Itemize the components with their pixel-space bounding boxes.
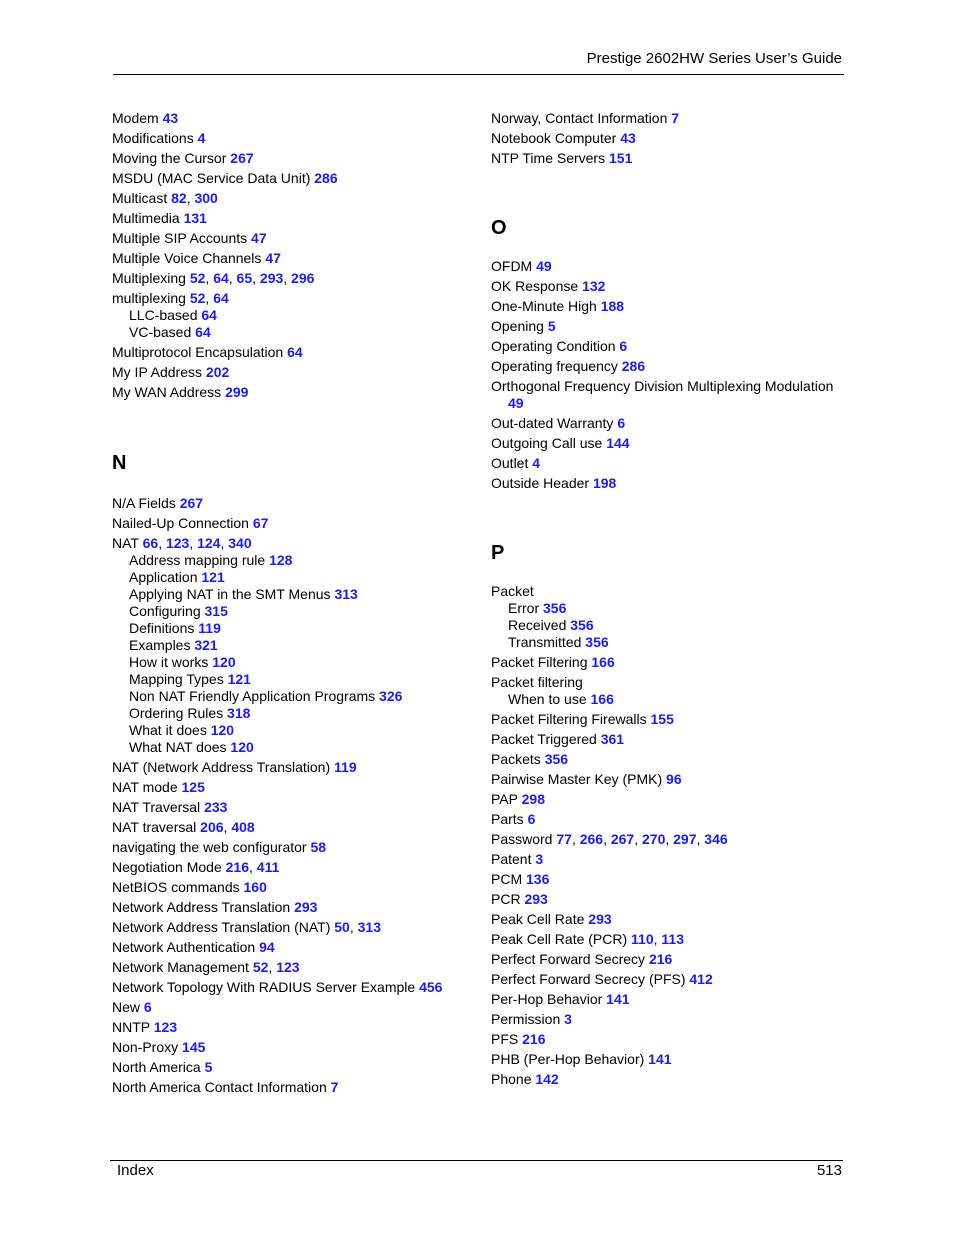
page-ref-link[interactable]: 216 [648,951,673,967]
index-term: Peak Cell Rate [491,911,585,927]
index-entry [491,127,841,147]
index-subterm: Mapping Types [129,671,224,687]
index-entry [491,275,841,295]
page-ref-link[interactable]: 77 [556,831,572,847]
index-entry [112,1056,462,1076]
page-ref-link[interactable]: 300 [194,190,218,206]
page-ref-link[interactable]: 119 [198,620,221,636]
index-entry: NAT traversal 206, 408 [112,819,255,835]
index-entry [491,651,841,671]
index-term: NTP Time Servers [491,150,606,166]
index-term: Operating Condition [491,338,616,354]
section-letter-o: O [491,217,507,239]
page-ref-link[interactable]: 6 [143,999,152,1015]
index-entry [491,412,841,432]
footer-page-number: 513 [816,1162,842,1179]
index-term: Notebook Computer [491,130,617,146]
page-ref-link[interactable]: 7 [671,110,680,126]
page-header-title: Prestige 2602HW Series User’s Guide [586,50,842,67]
index-subterm: How it works [129,654,209,670]
index-term: Non-Proxy [112,1039,179,1055]
page-ref-link[interactable]: 293 [588,911,612,927]
index-term: PCR [491,891,521,907]
index-term: Outgoing Call use [491,435,603,451]
index-term: PFS [491,1031,519,1047]
index-term: MSDU (MAC Service Data Unit) [112,170,311,186]
index-subentry [491,617,841,634]
index-group-o [491,255,841,492]
index-entry [491,452,841,472]
index-entry [112,361,462,381]
index-subentry [491,600,841,617]
page-ref-link[interactable]: 151 [609,150,633,166]
index-subentry [112,552,462,569]
index-term: Modifications [112,130,194,146]
index-term: OFDM [491,258,533,274]
index-term: Packets [491,751,541,767]
index-subentry [112,671,462,688]
index-entry: Network Address Translation (NAT) 50, 313 [112,919,381,935]
page-ref-link[interactable]: 94 [259,939,275,955]
index-term: Peak Cell Rate (PCR) [491,931,628,947]
page-ref-link[interactable]: 266 [579,831,604,847]
index-subentry [112,586,462,603]
page-ref-link[interactable]: 293 [524,891,548,907]
index-term: multiplexing [112,290,186,306]
index-entry [112,1076,462,1096]
page-ref-link[interactable]: 296 [291,270,315,286]
index-entry [491,728,841,748]
page-ref-link[interactable]: 65 [236,270,253,286]
index-subterm: VC-based [129,324,192,340]
index-term: NAT Traversal [112,799,201,815]
index-subentry [112,654,462,671]
index-term: Negotiation Mode [112,859,222,875]
page-ref-link[interactable]: 3 [535,851,544,867]
page-ref-link[interactable]: 198 [592,475,617,491]
page-ref-link[interactable]: 313 [357,919,381,935]
page-ref-link[interactable]: 50 [334,919,350,935]
page-ref-link[interactable]: 132 [582,278,606,294]
index-term: Multiprotocol Encapsulation [112,344,284,360]
index-term: Orthogonal Frequency Division Multiplexing Modulation [491,378,834,394]
index-term: Multicast [112,190,168,206]
index-subterm: Applying NAT in the SMT Menus [129,586,331,602]
index-term: Moving the Cursor [112,150,227,166]
index-entry [112,147,462,167]
index-entry [491,671,841,691]
page-ref-link[interactable]: 64 [287,344,303,360]
index-term: N/A Fields [112,495,176,511]
index-term: NAT mode [112,779,178,795]
index-term: Packet filtering [491,674,583,690]
index-subentry [112,324,462,341]
footer-rule [110,1160,843,1161]
index-term: Network Authentication [112,939,256,955]
page-ref-link[interactable]: 206 [200,819,224,835]
index-subentry [112,307,462,324]
index-term: Pairwise Master Key (PMK) [491,771,663,787]
index-entry: NAT 66, 123, 124, 340 [112,535,252,551]
index-subentry [112,739,462,756]
index-entry: Negotiation Mode 216, 411 [112,859,280,875]
index-column-right [491,107,841,1088]
page-ref-link[interactable]: 411 [256,859,280,875]
index-entry [112,227,462,247]
page-ref-link[interactable]: 297 [673,831,697,847]
index-group-n-continued [491,107,841,167]
index-subentry [112,705,462,722]
page-ref-link[interactable]: 96 [666,771,682,787]
index-term: Multiple Voice Channels [112,250,262,266]
page-ref-link[interactable]: 270 [642,831,666,847]
page-ref-link[interactable]: 123 [276,959,300,975]
index-term: Outlet [491,455,529,471]
index-term: NAT (Network Address Translation) [112,759,331,775]
index-entry [491,472,841,492]
index-entry [112,976,462,996]
page-ref-link[interactable]: 123 [153,1019,178,1035]
index-term: Operating frequency [491,358,618,374]
index-term: Network Address Translation [112,899,291,915]
index-entry [491,848,841,868]
page-ref-link[interactable]: 4 [197,130,206,146]
page-ref-link[interactable]: 361 [600,731,625,747]
page-ref-link[interactable]: 267 [610,831,635,847]
page-ref-link[interactable]: 160 [243,879,267,895]
page-ref-link[interactable]: 299 [225,384,249,400]
page-ref-link[interactable]: 136 [526,871,550,887]
page-ref-link[interactable]: 188 [600,298,625,314]
index-entry [112,776,462,796]
page-ref-link[interactable]: 216 [225,859,249,875]
page-ref-link[interactable]: 267 [230,150,254,166]
index-term: Network Address Translation (NAT) [112,919,331,935]
page-ref-link[interactable]: 5 [204,1059,213,1075]
index-subentry [112,688,462,705]
page-ref-link[interactable]: 52 [252,959,269,975]
index-entry: Multicast 82, 300 [112,190,218,206]
index-entry [112,207,462,227]
page-ref-link[interactable]: 286 [621,358,646,374]
index-entry [112,1036,462,1056]
page-ref-link[interactable]: 141 [648,1051,672,1067]
index-term: Modem [112,110,159,126]
page-ref-link[interactable]: 142 [535,1071,559,1087]
page-ref-link[interactable]: 5 [547,318,556,334]
section-letter-p: P [491,542,505,564]
index-term: Multimedia [112,210,180,226]
index-term: Password [491,831,553,847]
index-term: NAT [112,535,139,551]
page-ref-link[interactable]: 286 [314,170,338,186]
index-entry [112,836,462,856]
index-entry [491,888,841,908]
page-ref-link[interactable]: 356 [543,600,567,616]
index-term: Packet Triggered [491,731,597,747]
page-ref-link[interactable]: 267 [179,495,204,511]
page-ref-link[interactable]: 43 [620,130,636,146]
index-term: Perfect Forward Secrecy [491,951,646,967]
page-ref-link[interactable]: 47 [265,250,281,266]
index-entry [491,948,841,968]
page-ref-link[interactable]: 412 [689,971,713,987]
index-term: Network Topology With RADIUS Server Example [112,979,416,995]
index-entry [112,756,462,776]
index-term: NetBIOS commands [112,879,240,895]
page-ref-link[interactable]: 123 [165,535,190,551]
page-ref-link[interactable]: 233 [204,799,228,815]
page-ref-link[interactable]: 66 [142,535,159,551]
index-subterm: Non NAT Friendly Application Programs [129,688,376,704]
index-term: Parts [491,811,524,827]
page-ref-link[interactable]: 49 [536,258,552,274]
page-ref-link[interactable]: 313 [334,586,358,602]
index-group-m [112,107,462,401]
page-ref-link[interactable]: 121 [227,671,251,687]
page-ref-link[interactable]: 321 [194,637,218,653]
page-ref-link[interactable]: 7 [330,1079,339,1095]
index-entry [491,1048,841,1068]
index-entry [112,247,462,267]
index-entry [491,968,841,988]
index-term: Nailed-Up Connection [112,515,249,531]
index-term: Outside Header [491,475,590,491]
index-subterm: Examples [129,637,191,653]
index-entry [491,335,841,355]
index-term: Perfect Forward Secrecy (PFS) [491,971,686,987]
page-ref-link[interactable]: 202 [205,364,230,380]
page-ref-link[interactable]: 298 [521,791,545,807]
index-term: Multiplexing [112,270,186,286]
page-ref-link[interactable]: 121 [201,569,225,585]
page-ref-link[interactable]: 120 [230,739,254,755]
index-term: NAT traversal [112,819,197,835]
index-term: PAP [491,791,518,807]
page-ref-link[interactable]: 113 [661,931,685,947]
page-ref-link[interactable]: 67 [252,515,269,531]
page-ref-link[interactable]: 49 [508,395,524,411]
page-ref-link[interactable]: 6 [527,811,536,827]
index-term: navigating the web configurator [112,839,307,855]
page-ref-link[interactable]: 52 [189,270,206,286]
page-ref-link[interactable]: 52 [189,290,206,306]
page-ref-link[interactable]: 6 [617,415,626,431]
index-entry: Peak Cell Rate (PCR) 110, 113 [491,931,685,947]
page-ref-link[interactable]: 356 [585,634,609,650]
index-subentry [491,691,841,708]
index-entry [112,512,462,532]
index-group-p [491,580,841,1088]
index-entry [491,295,841,315]
index-entry [112,127,462,147]
index-subterm: Error [508,600,540,616]
index-entry: Multiplexing 52, 64, 65, 293, 296 [112,270,315,286]
page-ref-link[interactable]: 166 [590,691,614,707]
index-entry [491,1028,841,1048]
page-ref-link[interactable]: 3 [564,1011,572,1027]
index-entry [491,1008,841,1028]
page-ref-link[interactable]: 58 [310,839,327,855]
index-entry [112,876,462,896]
index-subterm: Configuring [129,603,201,619]
index-subterm: Ordering Rules [129,705,224,721]
index-entry [491,988,841,1008]
footer-section-label: Index [117,1162,154,1179]
index-term: North America Contact Information [112,1079,327,1095]
index-entry: multiplexing 52, 64 [112,290,229,306]
index-entry [112,1016,462,1036]
index-term: NNTP [112,1019,150,1035]
page-ref-link[interactable]: 145 [182,1039,206,1055]
page-ref-link[interactable]: 216 [522,1031,546,1047]
index-entry [491,708,841,728]
page-ref-link[interactable]: 64 [213,270,229,286]
index-term: New [112,999,141,1015]
index-subterm: LLC-based [129,307,198,323]
page-ref-link[interactable]: 315 [204,603,228,619]
page-ref-link[interactable]: 356 [544,751,569,767]
index-entry [491,375,841,412]
page-ref-link[interactable]: 408 [231,819,255,835]
index-entry [491,255,841,275]
index-term: Network Management [112,959,249,975]
index-entry [491,355,841,375]
index-term: PHB (Per-Hop Behavior) [491,1051,645,1067]
page-ref-link[interactable]: 293 [294,899,318,915]
index-entry [491,748,841,768]
index-column-left [112,107,462,1096]
index-term: My IP Address [112,364,203,380]
index-subterm: When to use [508,691,587,707]
index-entry [491,808,841,828]
page-ref-link[interactable]: 124 [197,535,221,551]
index-entry [491,432,841,452]
page-ref-link[interactable]: 4 [532,455,541,471]
page-ref-link[interactable]: 155 [650,711,674,727]
section-letter-n: N [112,452,127,474]
page-ref-link[interactable]: 166 [591,654,615,670]
page-ref-link[interactable]: 120 [212,654,236,670]
index-entry [491,788,841,808]
index-term: Packet [491,583,534,599]
index-term: Multiple SIP Accounts [112,230,248,246]
page-ref-link[interactable]: 119 [334,759,357,775]
page-ref-link[interactable]: 326 [379,688,403,704]
index-term: Packet Filtering Firewalls [491,711,647,727]
index-subterm: What it does [129,722,207,738]
index-entry [112,796,462,816]
page-ref-link[interactable]: 64 [201,307,217,323]
index-term: Patent [491,851,532,867]
index-entry [112,936,462,956]
index-subentry [112,569,462,586]
page-ref-link[interactable]: 144 [606,435,630,451]
page-ref-link[interactable]: 141 [606,991,630,1007]
index-term: One-Minute High [491,298,597,314]
index-term: Phone [491,1071,532,1087]
page-ref-link[interactable]: 356 [570,617,594,633]
page-ref-link[interactable]: 120 [210,722,235,738]
page-ref-link[interactable]: 47 [251,230,267,246]
page-ref-link[interactable]: 456 [419,979,443,995]
index-subterm: Transmitted [508,634,582,650]
index-subentry [112,620,462,637]
page-ref-link[interactable]: 293 [259,270,284,286]
index-entry [112,381,462,401]
index-term: Opening [491,318,544,334]
index-term: Per-Hop Behavior [491,991,603,1007]
index-entry [491,315,841,335]
index-term: My WAN Address [112,384,222,400]
page-ref-link[interactable]: 125 [181,779,205,795]
index-term: PCM [491,871,523,887]
index-term: Norway, Contact Information [491,110,668,126]
index-entry [112,996,462,1016]
index-subentry [112,603,462,620]
index-entry [112,896,462,916]
index-entry [491,147,841,167]
page-ref-link[interactable]: 64 [195,324,211,340]
index-term: Packet Filtering [491,654,588,670]
page-ref-link[interactable]: 340 [228,535,252,551]
index-subterm: Received [508,617,567,633]
index-term: OK Response [491,278,579,294]
index-entry: Password 77, 266, 267, 270, 297, 346 [491,831,728,847]
index-subentry [112,722,462,739]
index-entry [491,868,841,888]
page-ref-link[interactable]: 131 [183,210,207,226]
index-group-n [112,492,462,1096]
index-term: North America [112,1059,201,1075]
index-term: Out-dated Warranty [491,415,614,431]
index-entry: Network Management 52, 123 [112,959,300,975]
index-entry [112,167,462,187]
index-entry [112,341,462,361]
index-subterm: Address mapping rule [129,552,266,568]
index-subentry [491,634,841,651]
page-ref-link[interactable]: 128 [269,552,293,568]
page-ref-link[interactable]: 43 [162,110,179,126]
index-subterm: Definitions [129,620,195,636]
index-entry [491,768,841,788]
index-subterm: Application [129,569,198,585]
index-entry [112,492,462,512]
page-ref-link[interactable]: 318 [227,705,251,721]
index-term: Permission [491,1011,561,1027]
index-entry [491,580,841,600]
page-ref-link[interactable]: 82 [171,190,187,206]
index-entry [491,1068,841,1088]
index-entry [112,107,462,127]
index-entry [491,107,841,127]
header-rule [113,74,844,75]
page-ref-link[interactable]: 346 [704,831,728,847]
index-subentry [112,637,462,654]
index-entry [491,908,841,928]
page-ref-link[interactable]: 6 [619,338,628,354]
index-subterm: What NAT does [129,739,227,755]
page-ref-link[interactable]: 110 [631,931,654,947]
page-ref-link[interactable]: 64 [213,290,229,306]
